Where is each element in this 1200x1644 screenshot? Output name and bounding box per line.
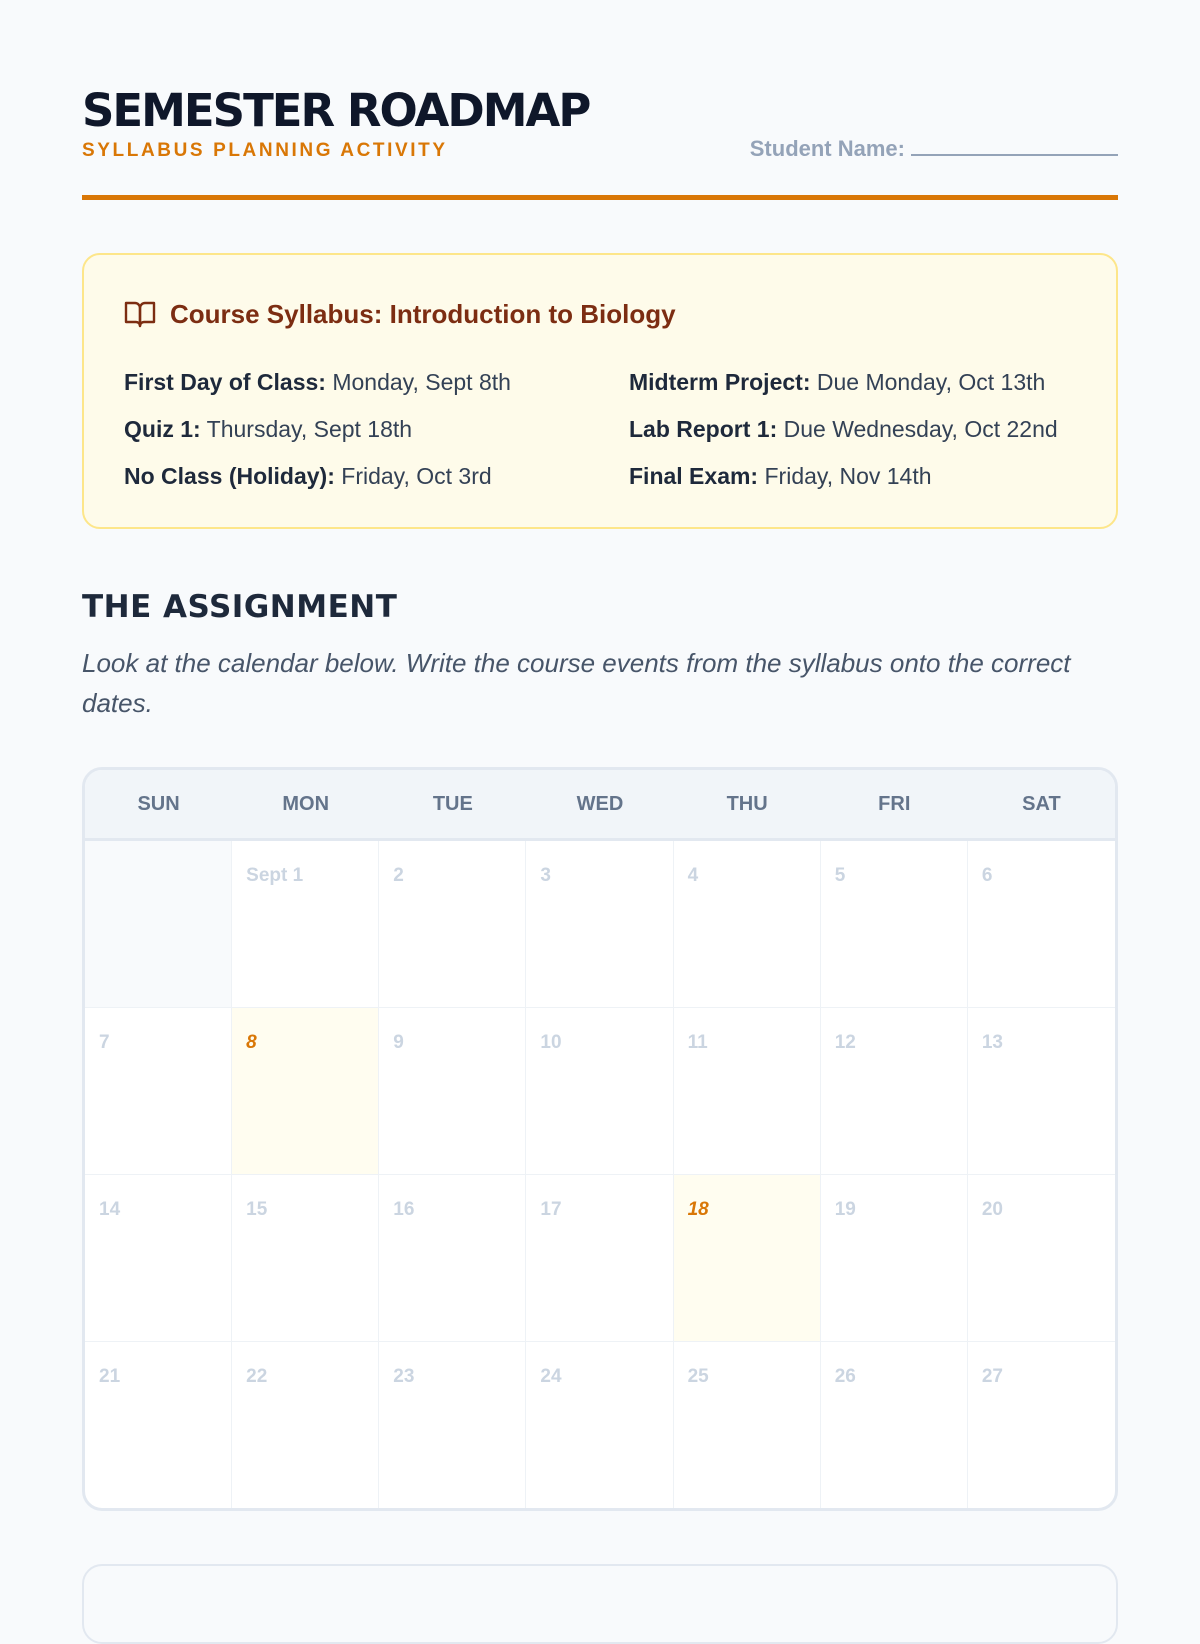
syllabus-item bbox=[124, 453, 629, 500]
calendar-day-number: Sept 1 bbox=[246, 865, 304, 886]
calendar-day-number: 13 bbox=[981, 1032, 1003, 1053]
calendar-day-number: 23 bbox=[393, 1366, 415, 1387]
weekday-thu: THU bbox=[726, 792, 768, 815]
calendar-day-number: 25 bbox=[687, 1366, 709, 1387]
calendar-day-cell[interactable] bbox=[232, 841, 379, 1008]
calendar-day-number: 27 bbox=[981, 1366, 1003, 1387]
calendar-day-cell[interactable] bbox=[821, 1342, 968, 1509]
calendar-day-cell[interactable] bbox=[821, 1008, 968, 1175]
calendar-day-number: 8 bbox=[246, 1032, 257, 1053]
page-subtitle: SYLLABUS PLANNING ACTIVITY bbox=[82, 140, 448, 161]
calendar-day-number: 20 bbox=[981, 1199, 1003, 1220]
weekday-wed: WED bbox=[576, 792, 624, 815]
item-label: First Day of Class: bbox=[124, 369, 326, 395]
book-open-icon bbox=[124, 299, 156, 329]
syllabus-item bbox=[629, 406, 1076, 453]
calendar-day-cell[interactable] bbox=[85, 1175, 232, 1342]
calendar-day-cell[interactable] bbox=[821, 1175, 968, 1342]
syllabus-title: Course Syllabus: Introduction to Biology bbox=[170, 298, 676, 329]
calendar-day-number: 18 bbox=[687, 1199, 709, 1220]
item-label: Lab Report 1: bbox=[629, 416, 778, 442]
syllabus-item bbox=[629, 453, 1076, 500]
calendar-weekday-header bbox=[85, 770, 1115, 841]
item-label: Quiz 1: bbox=[124, 416, 201, 442]
calendar-day-number: 10 bbox=[540, 1032, 562, 1053]
weekday-tue: TUE bbox=[432, 792, 473, 815]
calendar-day-number: 6 bbox=[981, 865, 993, 886]
calendar-day-number: 21 bbox=[99, 1366, 121, 1387]
syllabus-item bbox=[124, 359, 629, 406]
item-label: No Class (Holiday): bbox=[124, 463, 335, 489]
calendar-day-number: 22 bbox=[246, 1366, 268, 1387]
calendar-day-cell bbox=[85, 841, 232, 1008]
calendar-day-number: 5 bbox=[834, 865, 846, 886]
calendar-day-cell[interactable] bbox=[526, 1175, 673, 1342]
calendar-day-cell[interactable] bbox=[526, 841, 673, 1008]
calendar-day-number: 9 bbox=[393, 1032, 404, 1053]
calendar-day-number: 26 bbox=[834, 1366, 856, 1387]
calendar-day-cell[interactable] bbox=[674, 1342, 821, 1509]
item-value: Friday, Oct 3rd bbox=[341, 463, 492, 489]
item-value: Due Wednesday, Oct 22nd bbox=[783, 416, 1058, 442]
calendar-day-cell[interactable] bbox=[821, 841, 968, 1008]
item-value: Thursday, Sept 18th bbox=[206, 416, 413, 442]
calendar-day-cell[interactable] bbox=[526, 1008, 673, 1175]
item-value: Due Monday, Oct 13th bbox=[816, 369, 1046, 395]
weekday-sat: SAT bbox=[1022, 792, 1061, 815]
calendar-day-cell[interactable] bbox=[968, 1175, 1115, 1342]
calendar-day-number: 2 bbox=[393, 865, 404, 886]
calendar-day-cell[interactable] bbox=[379, 1175, 526, 1342]
calendar-day-number: 7 bbox=[99, 1032, 110, 1053]
weekday-mon: MON bbox=[282, 792, 330, 815]
weekday-fri: FRI bbox=[878, 792, 911, 815]
syllabus-item bbox=[629, 359, 1076, 406]
calendar-day-number: 11 bbox=[687, 1032, 708, 1053]
calendar-day-number: 14 bbox=[99, 1199, 121, 1220]
calendar-day-number: 16 bbox=[393, 1199, 415, 1220]
calendar bbox=[82, 767, 1118, 1511]
calendar-grid bbox=[85, 841, 1115, 1509]
calendar-day-cell[interactable] bbox=[968, 1008, 1115, 1175]
syllabus-header bbox=[124, 295, 1076, 333]
calendar-day-cell[interactable] bbox=[526, 1342, 673, 1509]
calendar-day-cell[interactable] bbox=[674, 1175, 821, 1342]
calendar-day-cell[interactable] bbox=[85, 1342, 232, 1509]
student-name-line[interactable] bbox=[911, 136, 1118, 156]
calendar-day-number: 15 bbox=[246, 1199, 268, 1220]
item-label: Midterm Project: bbox=[629, 369, 811, 395]
calendar-day-cell[interactable] bbox=[968, 1342, 1115, 1509]
calendar-day-cell[interactable] bbox=[232, 1175, 379, 1342]
calendar-day-number: 4 bbox=[687, 865, 699, 886]
student-name-field[interactable] bbox=[750, 136, 1118, 162]
calendar-day-number: 3 bbox=[540, 865, 551, 886]
student-name-label: Student Name: bbox=[749, 136, 905, 161]
calendar-day-number: 17 bbox=[540, 1199, 562, 1220]
weekday-sun: SUN bbox=[137, 792, 180, 815]
calendar-day-cell[interactable] bbox=[379, 1008, 526, 1175]
syllabus-items bbox=[124, 359, 1076, 500]
calendar-day-cell[interactable] bbox=[232, 1342, 379, 1509]
next-section-box bbox=[82, 1564, 1118, 1644]
calendar-day-cell[interactable] bbox=[379, 841, 526, 1008]
header bbox=[82, 0, 1118, 200]
calendar-day-cell[interactable] bbox=[674, 841, 821, 1008]
syllabus-box bbox=[82, 253, 1118, 529]
calendar-day-cell[interactable] bbox=[674, 1008, 821, 1175]
page-title: SEMESTER ROADMAP bbox=[82, 84, 590, 137]
calendar-day-cell[interactable] bbox=[85, 1008, 232, 1175]
calendar-day-number: 19 bbox=[834, 1199, 856, 1220]
item-value: Friday, Nov 14th bbox=[764, 463, 932, 489]
assignment-title: THE ASSIGNMENT bbox=[82, 589, 398, 625]
syllabus-item bbox=[124, 406, 629, 453]
calendar-day-number: 12 bbox=[834, 1032, 856, 1053]
item-value: Monday, Sept 8th bbox=[332, 369, 511, 395]
calendar-day-cell[interactable] bbox=[232, 1008, 379, 1175]
item-label: Final Exam: bbox=[629, 463, 759, 489]
assignment-instructions: Look at the calendar below. Write the course events from the syllabus onto the correct dates. bbox=[82, 648, 1071, 718]
calendar-day-cell[interactable] bbox=[968, 841, 1115, 1008]
calendar-day-number: 24 bbox=[540, 1366, 562, 1387]
calendar-day-cell[interactable] bbox=[379, 1342, 526, 1509]
